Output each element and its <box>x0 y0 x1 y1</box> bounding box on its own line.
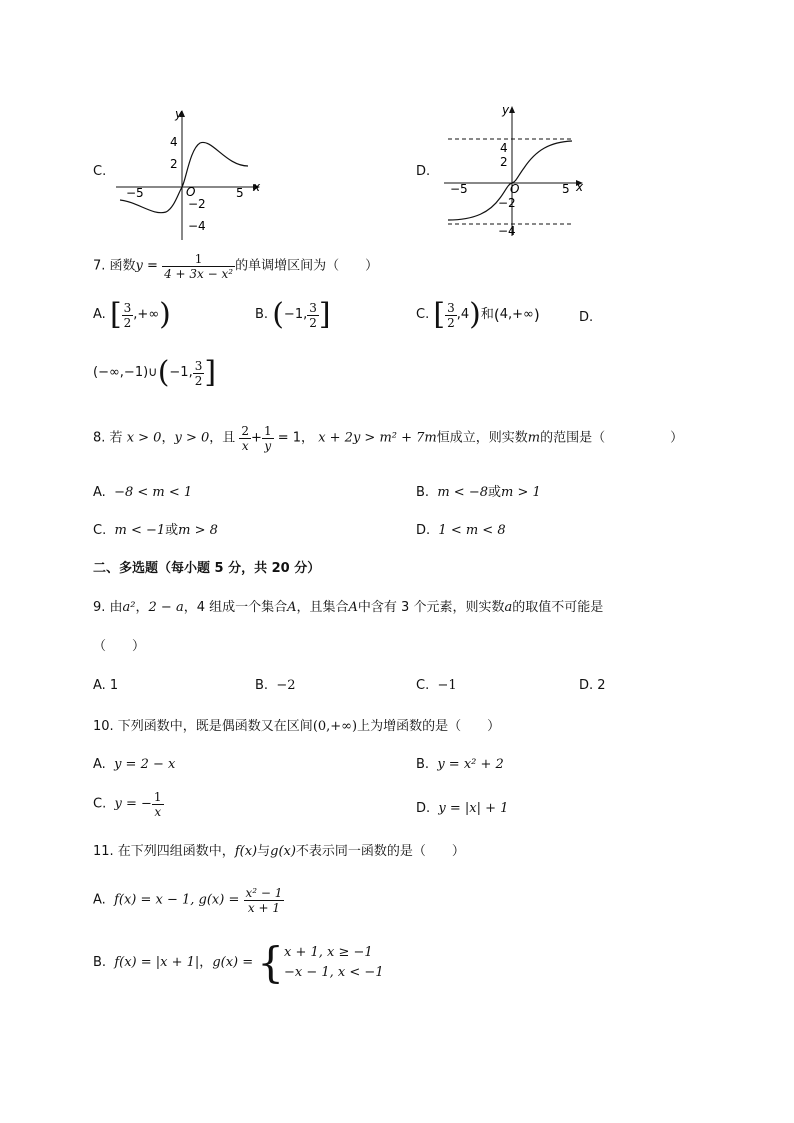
q11-option-a: A. f(x) = x − 1, g(x) = $\frac{\text{x² − 1}}{x + 1}$ <box>93 886 283 915</box>
q7-option-b: B. (−1, $\frac{3}{2}$ ] <box>255 297 331 332</box>
q10-option-c: C. y = − $\frac{1}{x}$ <box>93 790 162 819</box>
origin-label: O <box>186 185 196 199</box>
tick-x-5: 5 <box>562 182 570 196</box>
y-arrow-icon <box>509 106 515 113</box>
q10-stem: 10. 下列函数中，既是偶函数又在区间(0,+∞)上为增函数的是（ ） <box>93 719 501 734</box>
q9-option-d: D. 2 <box>579 678 606 693</box>
option-d-label: D. <box>416 164 431 179</box>
q9-option-c: C. −1 <box>416 678 457 693</box>
q9-option-b: B. −2 <box>255 678 296 693</box>
tick-x-neg5: −5 <box>450 182 468 196</box>
q7-option-d: (−∞,−1)∪(−1, $\frac{3}{2}$ ] <box>93 355 217 390</box>
tick-y-neg4: −4 <box>498 224 516 238</box>
q8-stem: 8. 若 x > 0，y > 0，且 $\frac{2}{x}$ + $\frac{1}{y}$ = 1， x + 2y > m² + 7m恒成立，则实数m的范围是（ ） <box>93 424 684 453</box>
tick-y-4: 4 <box>170 135 178 149</box>
tick-y-neg2: −2 <box>188 197 206 211</box>
q7-option-d-label: D. <box>579 310 594 325</box>
q8-option-b: B. m < −8或m > 1 <box>416 485 541 500</box>
x-label: x <box>253 180 261 194</box>
q10-option-d: D. y = |x| + 1 <box>416 801 509 816</box>
q7-option-a: A. [ $\frac{3}{2}$ ,+∞) <box>93 297 171 332</box>
tick-x-neg5: −5 <box>126 186 144 200</box>
tick-y-2: 2 <box>170 157 178 171</box>
q11-option-b: B. f(x) = |x + 1|，g(x) = { x + 1, x ≥ −1 −x − 1, x < −1 <box>93 938 384 987</box>
q8-option-d: D. 1 < m < 8 <box>416 523 506 538</box>
q8-option-c: C. m < −1或m > 8 <box>93 523 218 538</box>
curve <box>120 142 248 212</box>
x-label: x <box>576 180 584 194</box>
y-label: y <box>175 107 183 121</box>
tick-y-neg4: −4 <box>188 219 206 233</box>
y-label: y <box>502 103 510 117</box>
q8-option-a: A. −8 < m < 1 <box>93 485 193 500</box>
tick-y-4: 4 <box>500 141 508 155</box>
q11-stem: 11. 在下列四组函数中，f(x)与g(x)不表示同一函数的是（ ） <box>93 844 465 859</box>
tick-x-5: 5 <box>236 186 244 200</box>
graph-c <box>108 104 268 244</box>
q7-option-c: C. [ $\frac{3}{2}$ ,4)和(4,+∞) <box>416 297 540 332</box>
q9-stem: 9. 由a²，2 − a，4 组成一个集合A，且集合A中含有 3 个元素，则实数a的取值不可能是 <box>93 600 604 615</box>
q9-paren: （ ） <box>93 639 146 654</box>
q10-option-b: B. y = x² + 2 <box>416 757 504 772</box>
section-heading: 二、多选题（每小题 5 分，共 20 分） <box>93 561 321 576</box>
origin-label: O <box>510 182 520 196</box>
tick-y-2: 2 <box>500 155 508 169</box>
q7-stem: 7. 函数y = $\frac{1}{\text{4 + 3x − x²}}$ 的单调增区间为（ ） <box>93 252 379 281</box>
graph-d <box>440 100 590 240</box>
q10-option-a: A. y = 2 − x <box>93 757 176 772</box>
tick-y-neg2: −2 <box>498 196 516 210</box>
option-c-label: C. <box>93 164 107 179</box>
q9-option-a: A. 1 <box>93 678 119 693</box>
